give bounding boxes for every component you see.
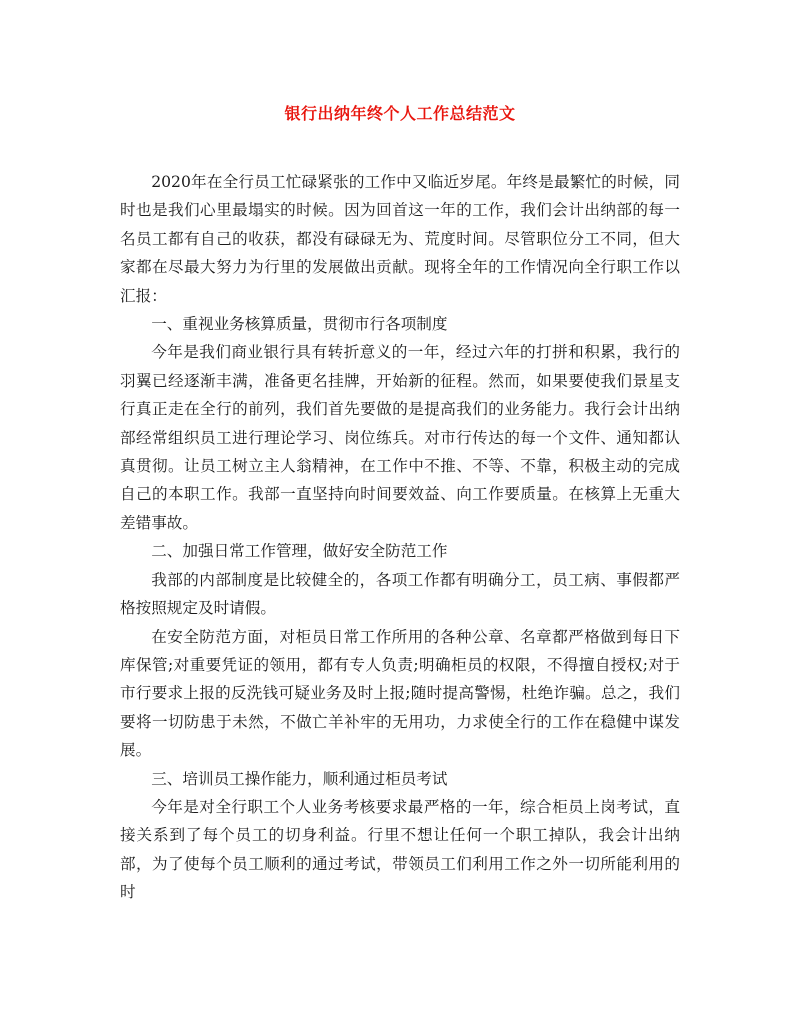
section-1-paragraph: 今年是我们商业银行具有转折意义的一年，经过六年的打拼和积累，我行的羽翼已经逐渐丰满，准备更名挂牌，开始新的征程。然而，如果要使我们景星支行真正走在全行的前列，我们首先要做的是提高我们的业务能力。我行会计出纳部经常组织员工进行理论学习、岗位练兵。对市行传达的每一个文件、通知都认真贯彻。让员工树立主人翁精神，在工作中不推、不等、不靠，积极主动的完成自己的本职工作。我部一直坚持向时间要效益、向工作要质量。在核算上无重大差错事故。 xyxy=(120,343,680,532)
intro-paragraph: 2020年在全行员工忙碌紧张的工作中又临近岁尾。年终是最繁忙的时候，同时也是我们心里最塌实的时候。因为回首这一年的工作，我们会计出纳部的每一名员工都有自己的收获，都没有碌碌无为、荒度时间。尽管职位分工不同，但大家都在尽最大努力为行里的发展做出贡献。现将全年的工作情况向全行职工作以汇报： xyxy=(120,173,680,305)
section-2-paragraph-1: 我部的内部制度是比较健全的，各项工作都有明确分工，员工病、事假都严格按照规定及时请假。 xyxy=(120,570,680,618)
section-heading-1: 一、重视业务核算质量，贯彻市行各项制度 xyxy=(151,315,448,334)
section-heading-2: 二、加强日常工作管理，做好安全防范工作 xyxy=(151,542,448,561)
document-title: 银行出纳年终个人工作总结范文 xyxy=(284,104,516,123)
section-3-paragraph: 今年是对全行职工个人业务考核要求最严格的一年，综合柜员上岗考试，直接关系到了每个员工的切身利益。行里不想让任何一个职工掉队，我会计出纳部，为了使每个员工顺利的通过考试，带领员工们利用工作之外一切所能利用的时 xyxy=(120,797,680,902)
document-body xyxy=(120,168,680,907)
section-2-paragraph-2: 在安全防范方面，对柜员日常工作所用的各种公章、名章都严格做到每日下库保管;对重要凭证的领用，都有专人负责;明确柜员的权限，不得擅自授权;对于市行要求上报的反洗钱可疑业务及时上报;随时提高警惕，杜绝诈骗。总之，我们要将一切防患于未然，不做亡羊补牢的无用功，力求使全行的工作在稳健中谋发展。 xyxy=(120,627,680,760)
section-heading-3: 三、培训员工操作能力，顺利通过柜员考试 xyxy=(151,769,448,788)
